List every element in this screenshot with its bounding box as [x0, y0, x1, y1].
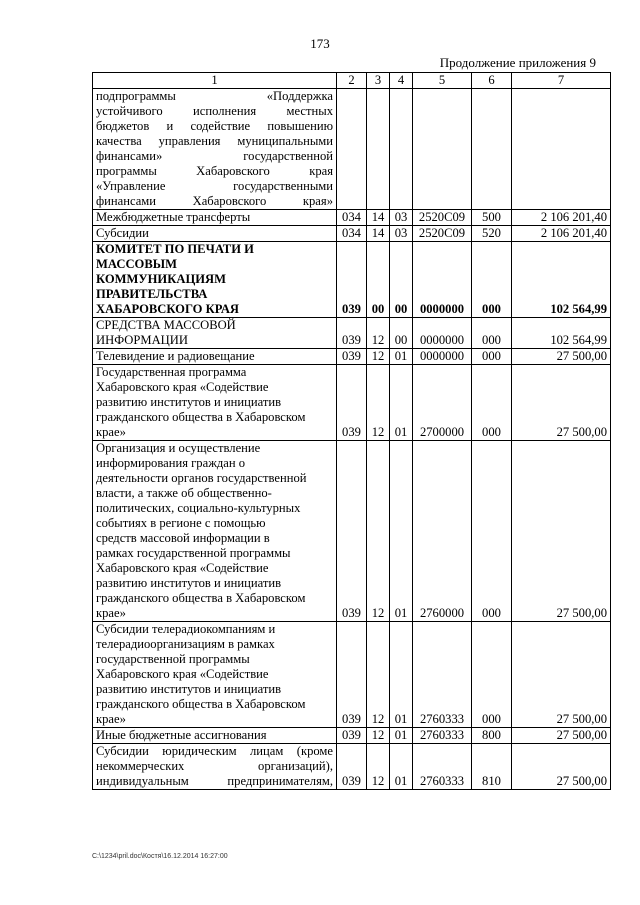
cell-subsection: 01	[390, 744, 413, 790]
cell-target: 0000000	[413, 349, 472, 365]
row-name: Субсидии юридическим лицам (кроме некоммерческих организаций), индивидуальным предпринимателям,	[93, 744, 337, 790]
cell-subsection: 03	[390, 210, 413, 226]
row-name: СРЕДСТВА МАССОВОЙ ИНФОРМАЦИИ	[93, 318, 337, 349]
cell-ministry: 034	[337, 226, 367, 242]
cell-subsection: 00	[390, 242, 413, 318]
cell-ministry: 039	[337, 242, 367, 318]
cell-section: 12	[367, 318, 390, 349]
table-row	[93, 441, 611, 622]
cell-amount: 27 500,00	[512, 744, 611, 790]
cell-target: 0000000	[413, 318, 472, 349]
cell-amount: 102 564,99	[512, 318, 611, 349]
cell-amount: 27 500,00	[512, 441, 611, 622]
cell-target: 2700000	[413, 365, 472, 441]
cell-section: 12	[367, 349, 390, 365]
cell-target: 2760333	[413, 744, 472, 790]
budget-table	[92, 72, 611, 790]
header-cell: 2	[337, 73, 367, 89]
cell-section: 12	[367, 441, 390, 622]
table-row	[93, 210, 611, 226]
continuation-label: Продолжение приложения 9	[439, 55, 596, 70]
cell-section: 14	[367, 210, 390, 226]
cell-target: 2520С09	[413, 226, 472, 242]
cell-amount: 2 106 201,40	[512, 210, 611, 226]
row-name: Иные бюджетные ассигнования	[93, 728, 337, 744]
cell-subsection: 01	[390, 622, 413, 728]
cell-type: 000	[472, 242, 512, 318]
header-cell: 3	[367, 73, 390, 89]
cell-amount: 27 500,00	[512, 349, 611, 365]
header-row	[93, 73, 611, 89]
row-name: Субсидии	[93, 226, 337, 242]
table-row	[93, 744, 611, 790]
cell-type	[472, 89, 512, 210]
cell-ministry: 034	[337, 210, 367, 226]
cell-type: 000	[472, 349, 512, 365]
row-name: Телевидение и радиовещание	[93, 349, 337, 365]
cell-type: 810	[472, 744, 512, 790]
table-row	[93, 226, 611, 242]
cell-type: 000	[472, 318, 512, 349]
cell-amount: 27 500,00	[512, 365, 611, 441]
cell-section	[367, 89, 390, 210]
cell-ministry: 039	[337, 744, 367, 790]
cell-amount: 27 500,00	[512, 728, 611, 744]
row-name: КОМИТЕТ ПО ПЕЧАТИ И МАССОВЫМ КОММУНИКАЦИЯМ ПРАВИТЕЛЬСТВА ХАБАРОВСКОГО КРАЯ	[93, 242, 337, 318]
row-name: Межбюджетные трансферты	[93, 210, 337, 226]
cell-subsection	[390, 89, 413, 210]
cell-ministry: 039	[337, 622, 367, 728]
cell-section: 14	[367, 226, 390, 242]
table-row	[93, 349, 611, 365]
cell-ministry: 039	[337, 318, 367, 349]
cell-amount	[512, 89, 611, 210]
cell-section: 12	[367, 728, 390, 744]
table-row	[93, 365, 611, 441]
table-row	[93, 89, 611, 210]
header-cell: 6	[472, 73, 512, 89]
cell-subsection: 01	[390, 728, 413, 744]
cell-type: 000	[472, 622, 512, 728]
cell-subsection: 01	[390, 441, 413, 622]
table-row	[93, 318, 611, 349]
table-row	[93, 242, 611, 318]
cell-target	[413, 89, 472, 210]
cell-ministry: 039	[337, 728, 367, 744]
cell-section: 12	[367, 744, 390, 790]
cell-section: 12	[367, 622, 390, 728]
cell-ministry: 039	[337, 365, 367, 441]
cell-ministry: 039	[337, 441, 367, 622]
page-number: 173	[310, 36, 330, 51]
cell-subsection: 01	[390, 349, 413, 365]
header-cell: 5	[413, 73, 472, 89]
cell-type: 500	[472, 210, 512, 226]
row-name: Организация и осуществление информирования граждан о деятельности органов государственной власти, а также об общественно- политических, социально-культурных событиях в регионе с помощью средств массовой информации в рамках государственной программы Хабаровского края «Содействие развитию институтов и инициатив гражданского общества в Хабаровском крае»	[93, 441, 337, 622]
cell-section: 00	[367, 242, 390, 318]
file-path-footer: С:\1234\pril.doc\Костя\16.12.2014 16:27:00	[92, 853, 228, 860]
table-row	[93, 622, 611, 728]
cell-subsection: 01	[390, 365, 413, 441]
cell-ministry	[337, 89, 367, 210]
cell-subsection: 03	[390, 226, 413, 242]
table-row	[93, 728, 611, 744]
cell-ministry: 039	[337, 349, 367, 365]
cell-target: 2520С09	[413, 210, 472, 226]
cell-type: 520	[472, 226, 512, 242]
cell-type: 000	[472, 441, 512, 622]
row-name: Государственная программа Хабаровского края «Содействие развитию институтов и инициатив гражданского общества в Хабаровском крае»	[93, 365, 337, 441]
cell-amount: 27 500,00	[512, 622, 611, 728]
cell-type: 800	[472, 728, 512, 744]
cell-amount: 102 564,99	[512, 242, 611, 318]
cell-amount: 2 106 201,40	[512, 226, 611, 242]
row-name: Субсидии телерадиокомпаниям и телерадиоорганизациям в рамках государственной программы Хабаровского края «Содействие развитию институтов и инициатив гражданского общества в Хабаровском крае»	[93, 622, 337, 728]
cell-section: 12	[367, 365, 390, 441]
cell-type: 000	[472, 365, 512, 441]
header-cell: 7	[512, 73, 611, 89]
cell-subsection: 00	[390, 318, 413, 349]
header-cell: 4	[390, 73, 413, 89]
row-name: подпрограммы «Поддержка устойчивого исполнения местных бюджетов и содействие повышению качества управления муниципальными финансами» государственной программы Хабаровского края «Управление государственными финансами Хабаровского края»	[93, 89, 337, 210]
header-cell: 1	[93, 73, 337, 89]
cell-target: 2760333	[413, 622, 472, 728]
cell-target: 2760333	[413, 728, 472, 744]
cell-target: 2760000	[413, 441, 472, 622]
cell-target: 0000000	[413, 242, 472, 318]
